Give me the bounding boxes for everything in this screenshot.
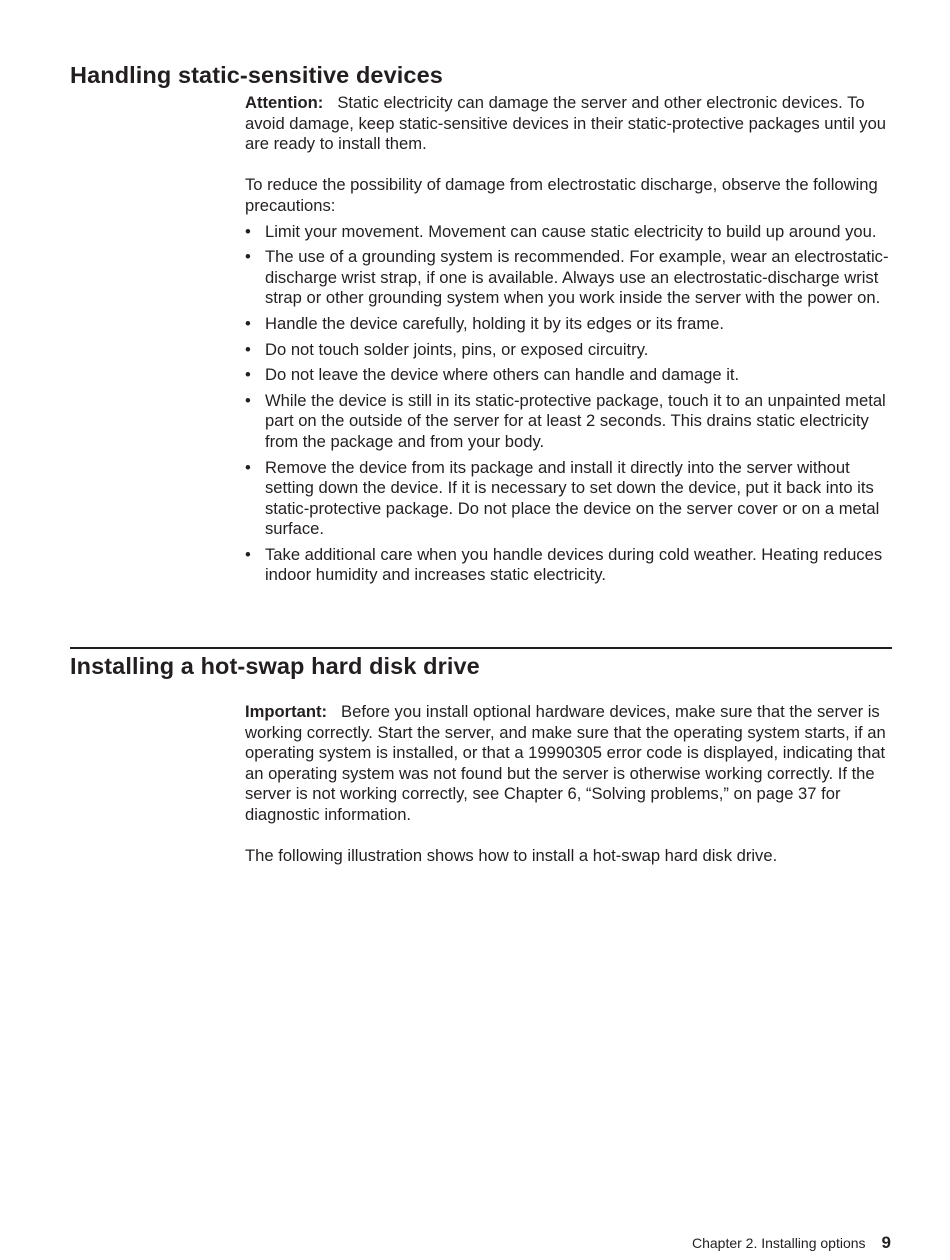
important-paragraph xyxy=(245,702,895,826)
footer-chapter: Chapter 2. Installing options xyxy=(691,1235,866,1251)
list-item: • Do not touch solder joints, pins, or exposed circuitry. xyxy=(245,340,895,361)
attention-text: Static electricity can damage the server and other electronic devices. To avoid damage, keep static-sensitive devices in their static-protective packages until you are ready to install them. xyxy=(245,93,887,154)
static-sensitive-section-body xyxy=(245,93,895,591)
list-item: • The use of a grounding system is recommended. For example, wear an electrostatic-discharge wrist strap, if one is available. Always use an electrostatic-discharge wrist strap or other grounding system when you work inside the server with the power on. xyxy=(245,247,895,309)
list-item: • Do not leave the device where others can handle and damage it. xyxy=(245,365,895,386)
attention-label: Attention: xyxy=(245,93,324,112)
page-number: 9 xyxy=(881,1233,891,1252)
precautions-list xyxy=(245,222,895,587)
precautions-intro: To reduce the possibility of damage from electrostatic discharge, observe the following precautions: xyxy=(245,175,878,215)
attention-paragraph xyxy=(245,93,895,155)
list-item: • Handle the device carefully, holding it by its edges or its frame. xyxy=(245,314,895,335)
hot-swap-section-body xyxy=(245,702,895,867)
list-item: • Limit your movement. Movement can cause static electricity to build up around you. xyxy=(245,222,895,243)
section-heading-static-sensitive: Handling static-sensitive devices xyxy=(70,62,443,88)
page-footer xyxy=(692,1232,891,1254)
section-divider xyxy=(70,647,892,649)
section-heading-hot-swap: Installing a hot-swap hard disk drive xyxy=(70,653,480,679)
important-text: Before you install optional hardware devices, make sure that the server is working correctly. Start the server, and make sure that the operating system starts, if an operating system is installed, or that a 19990305 error code is displayed, indicating that an operating system was not found but the server is otherwise working correctly. If the server is not working correctly, see Chapter 6, “Solving problems,” on page 37 for diagnostic information. xyxy=(245,702,886,824)
important-label: Important: xyxy=(245,702,328,721)
list-item: • Remove the device from its package and install it directly into the server without setting down the device. If it is necessary to set down the device, put it back into its static-protective package. Do not place the device on the server cover or on a metal surface. xyxy=(245,458,895,540)
list-item: • Take additional care when you handle devices during cold weather. Heating reduces indoor humidity and increases static electricity. xyxy=(245,545,895,586)
illustration-intro: The following illustration shows how to install a hot-swap hard disk drive. xyxy=(245,846,778,866)
list-item: • While the device is still in its static-protective package, touch it to an unpainted metal part on the outside of the server for at least 2 seconds. This drains static electricity from the package and from your body. xyxy=(245,391,895,453)
